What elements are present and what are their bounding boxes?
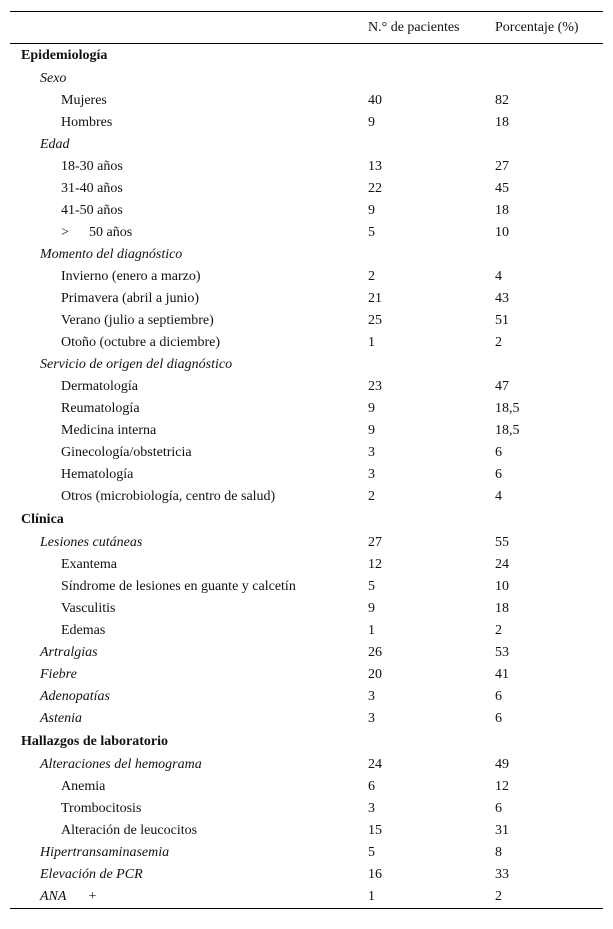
item-label: Otoño (octubre a diciembre) [61,335,220,350]
item-patients: 5 [368,225,375,240]
item-label: Medicina interna [61,423,157,438]
item-label: Mujeres [61,93,107,108]
group-label: Adenopatías [40,689,110,704]
group-label: Sexo [40,71,67,86]
group-row [10,664,603,686]
item-row [10,376,603,398]
header-col-patients: N.° de pacientes [368,20,460,35]
group-label: Edad [40,137,70,152]
item-label: Invierno (enero a marzo) [61,269,201,284]
item-patients: 22 [368,181,382,196]
item-patients: 2 [368,489,375,504]
group-label: Servicio de origen del diagnóstico [40,357,233,372]
item-percentage: 10 [495,579,509,594]
group-percentage: 53 [495,645,509,660]
group-label: Hipertransaminasemia [40,845,170,860]
item-row [10,112,603,134]
item-row [10,156,603,178]
section-title: Epidemiología [21,48,108,63]
section-title: Hallazgos de laboratorio [21,734,168,749]
group-label: Astenia [40,711,82,726]
item-patients: 40 [368,93,382,108]
header-col-percentage: Porcentaje (%) [495,20,579,35]
item-percentage: 82 [495,93,509,108]
item-label: Reumatología [61,401,140,416]
item-label: 41-50 años [61,203,123,218]
group-label: Alteraciones del hemograma [40,757,202,772]
group-label: Elevación de PCR [40,867,143,882]
item-percentage: 18 [495,203,509,218]
group-row [10,642,603,664]
group-percentage: 6 [495,711,502,726]
item-row [10,266,603,288]
item-percentage: 47 [495,379,509,394]
item-label [61,222,132,244]
item-patients: 6 [368,779,375,794]
item-percentage: 51 [495,313,509,328]
group-label [40,886,96,908]
group-percentage: 49 [495,757,509,772]
group-label: Artralgias [40,645,98,660]
item-patients: 3 [368,801,375,816]
item-patients: 9 [368,401,375,416]
section-row [10,44,603,68]
group-row [10,754,603,776]
item-label: Síndrome de lesiones en guante y calcetín [61,579,296,594]
item-patients: 12 [368,557,382,572]
item-row [10,464,603,486]
item-patients: 21 [368,291,382,306]
item-patients: 3 [368,467,375,482]
group-row [10,686,603,708]
item-row [10,90,603,112]
item-label: Hematología [61,467,134,482]
item-label: Primavera (abril a junio) [61,291,200,306]
item-percentage: 4 [495,269,502,284]
item-patients: 15 [368,823,382,838]
item-row [10,200,603,222]
group-patients: 16 [368,867,382,882]
item-row [10,398,603,420]
item-row [10,222,603,244]
item-row [10,776,603,798]
group-row [10,354,603,376]
group-percentage: 41 [495,667,509,682]
group-row [10,532,603,554]
item-label: 31-40 años [61,181,123,196]
item-patients: 1 [368,335,375,350]
item-patients: 23 [368,379,382,394]
group-percentage: 33 [495,867,509,882]
section-title: Clínica [21,512,64,527]
group-patients: 26 [368,645,382,660]
item-percentage: 6 [495,467,502,482]
item-label: Exantema [61,557,117,572]
group-patients: 5 [368,845,375,860]
item-label: Hombres [61,115,113,130]
group-label-rest: + [88,889,97,904]
item-row [10,486,603,508]
item-percentage: 18 [495,601,509,616]
item-percentage: 10 [495,225,509,240]
group-percentage: 55 [495,535,509,550]
item-row [10,310,603,332]
item-label: Vasculitis [61,601,116,616]
section-row [10,730,603,754]
item-patients: 5 [368,579,375,594]
item-percentage: 2 [495,335,502,350]
table-bottom-rule [10,908,603,909]
group-row [10,842,603,864]
item-percentage: 18,5 [495,423,520,438]
group-patients: 27 [368,535,382,550]
item-percentage: 4 [495,489,502,504]
item-label: Anemia [61,779,106,794]
item-patients: 13 [368,159,382,174]
item-percentage: 12 [495,779,509,794]
table-body [10,44,603,908]
item-patients: 9 [368,423,375,438]
section-row [10,508,603,532]
group-label-prefix: ANA [40,889,67,904]
item-label: Verano (julio a septiembre) [61,313,214,328]
group-label: Lesiones cutáneas [40,535,143,550]
group-patients: 1 [368,889,375,904]
item-row [10,178,603,200]
group-row [10,68,603,90]
item-percentage: 2 [495,623,502,638]
item-patients: 1 [368,623,375,638]
item-percentage: 43 [495,291,509,306]
item-patients: 2 [368,269,375,284]
group-label: Momento del diagnóstico [40,247,183,262]
item-row [10,554,603,576]
item-row [10,332,603,354]
group-patients: 20 [368,667,382,682]
item-label: Edemas [61,623,106,638]
item-percentage: 18,5 [495,401,520,416]
item-percentage: 6 [495,801,502,816]
group-label: Fiebre [40,667,77,682]
item-percentage: 6 [495,445,502,460]
item-row [10,598,603,620]
item-row [10,288,603,310]
item-patients: 9 [368,601,375,616]
group-row [10,134,603,156]
item-percentage: 45 [495,181,509,196]
item-patients: 25 [368,313,382,328]
group-percentage: 6 [495,689,502,704]
group-patients: 3 [368,689,375,704]
item-label: Ginecología/obstetricia [61,445,192,460]
group-patients: 3 [368,711,375,726]
item-label: Trombocitosis [61,801,142,816]
item-label-rest: 50 años [89,225,133,240]
item-row [10,820,603,842]
table-header [10,12,603,43]
item-patients: 9 [368,115,375,130]
item-percentage: 31 [495,823,509,838]
item-label-prefix: > [61,225,69,240]
item-label: 18-30 años [61,159,123,174]
item-percentage: 18 [495,115,509,130]
group-row [10,886,603,908]
group-row [10,864,603,886]
group-percentage: 2 [495,889,502,904]
item-percentage: 27 [495,159,509,174]
group-row [10,708,603,730]
data-table [10,11,603,909]
item-row [10,620,603,642]
item-patients: 9 [368,203,375,218]
item-label: Dermatología [61,379,138,394]
item-percentage: 24 [495,557,509,572]
item-row [10,798,603,820]
item-label: Otros (microbiología, centro de salud) [61,489,276,504]
item-patients: 3 [368,445,375,460]
item-row [10,576,603,598]
item-row [10,420,603,442]
item-row [10,442,603,464]
group-row [10,244,603,266]
group-patients: 24 [368,757,382,772]
item-label: Alteración de leucocitos [61,823,198,838]
group-percentage: 8 [495,845,502,860]
